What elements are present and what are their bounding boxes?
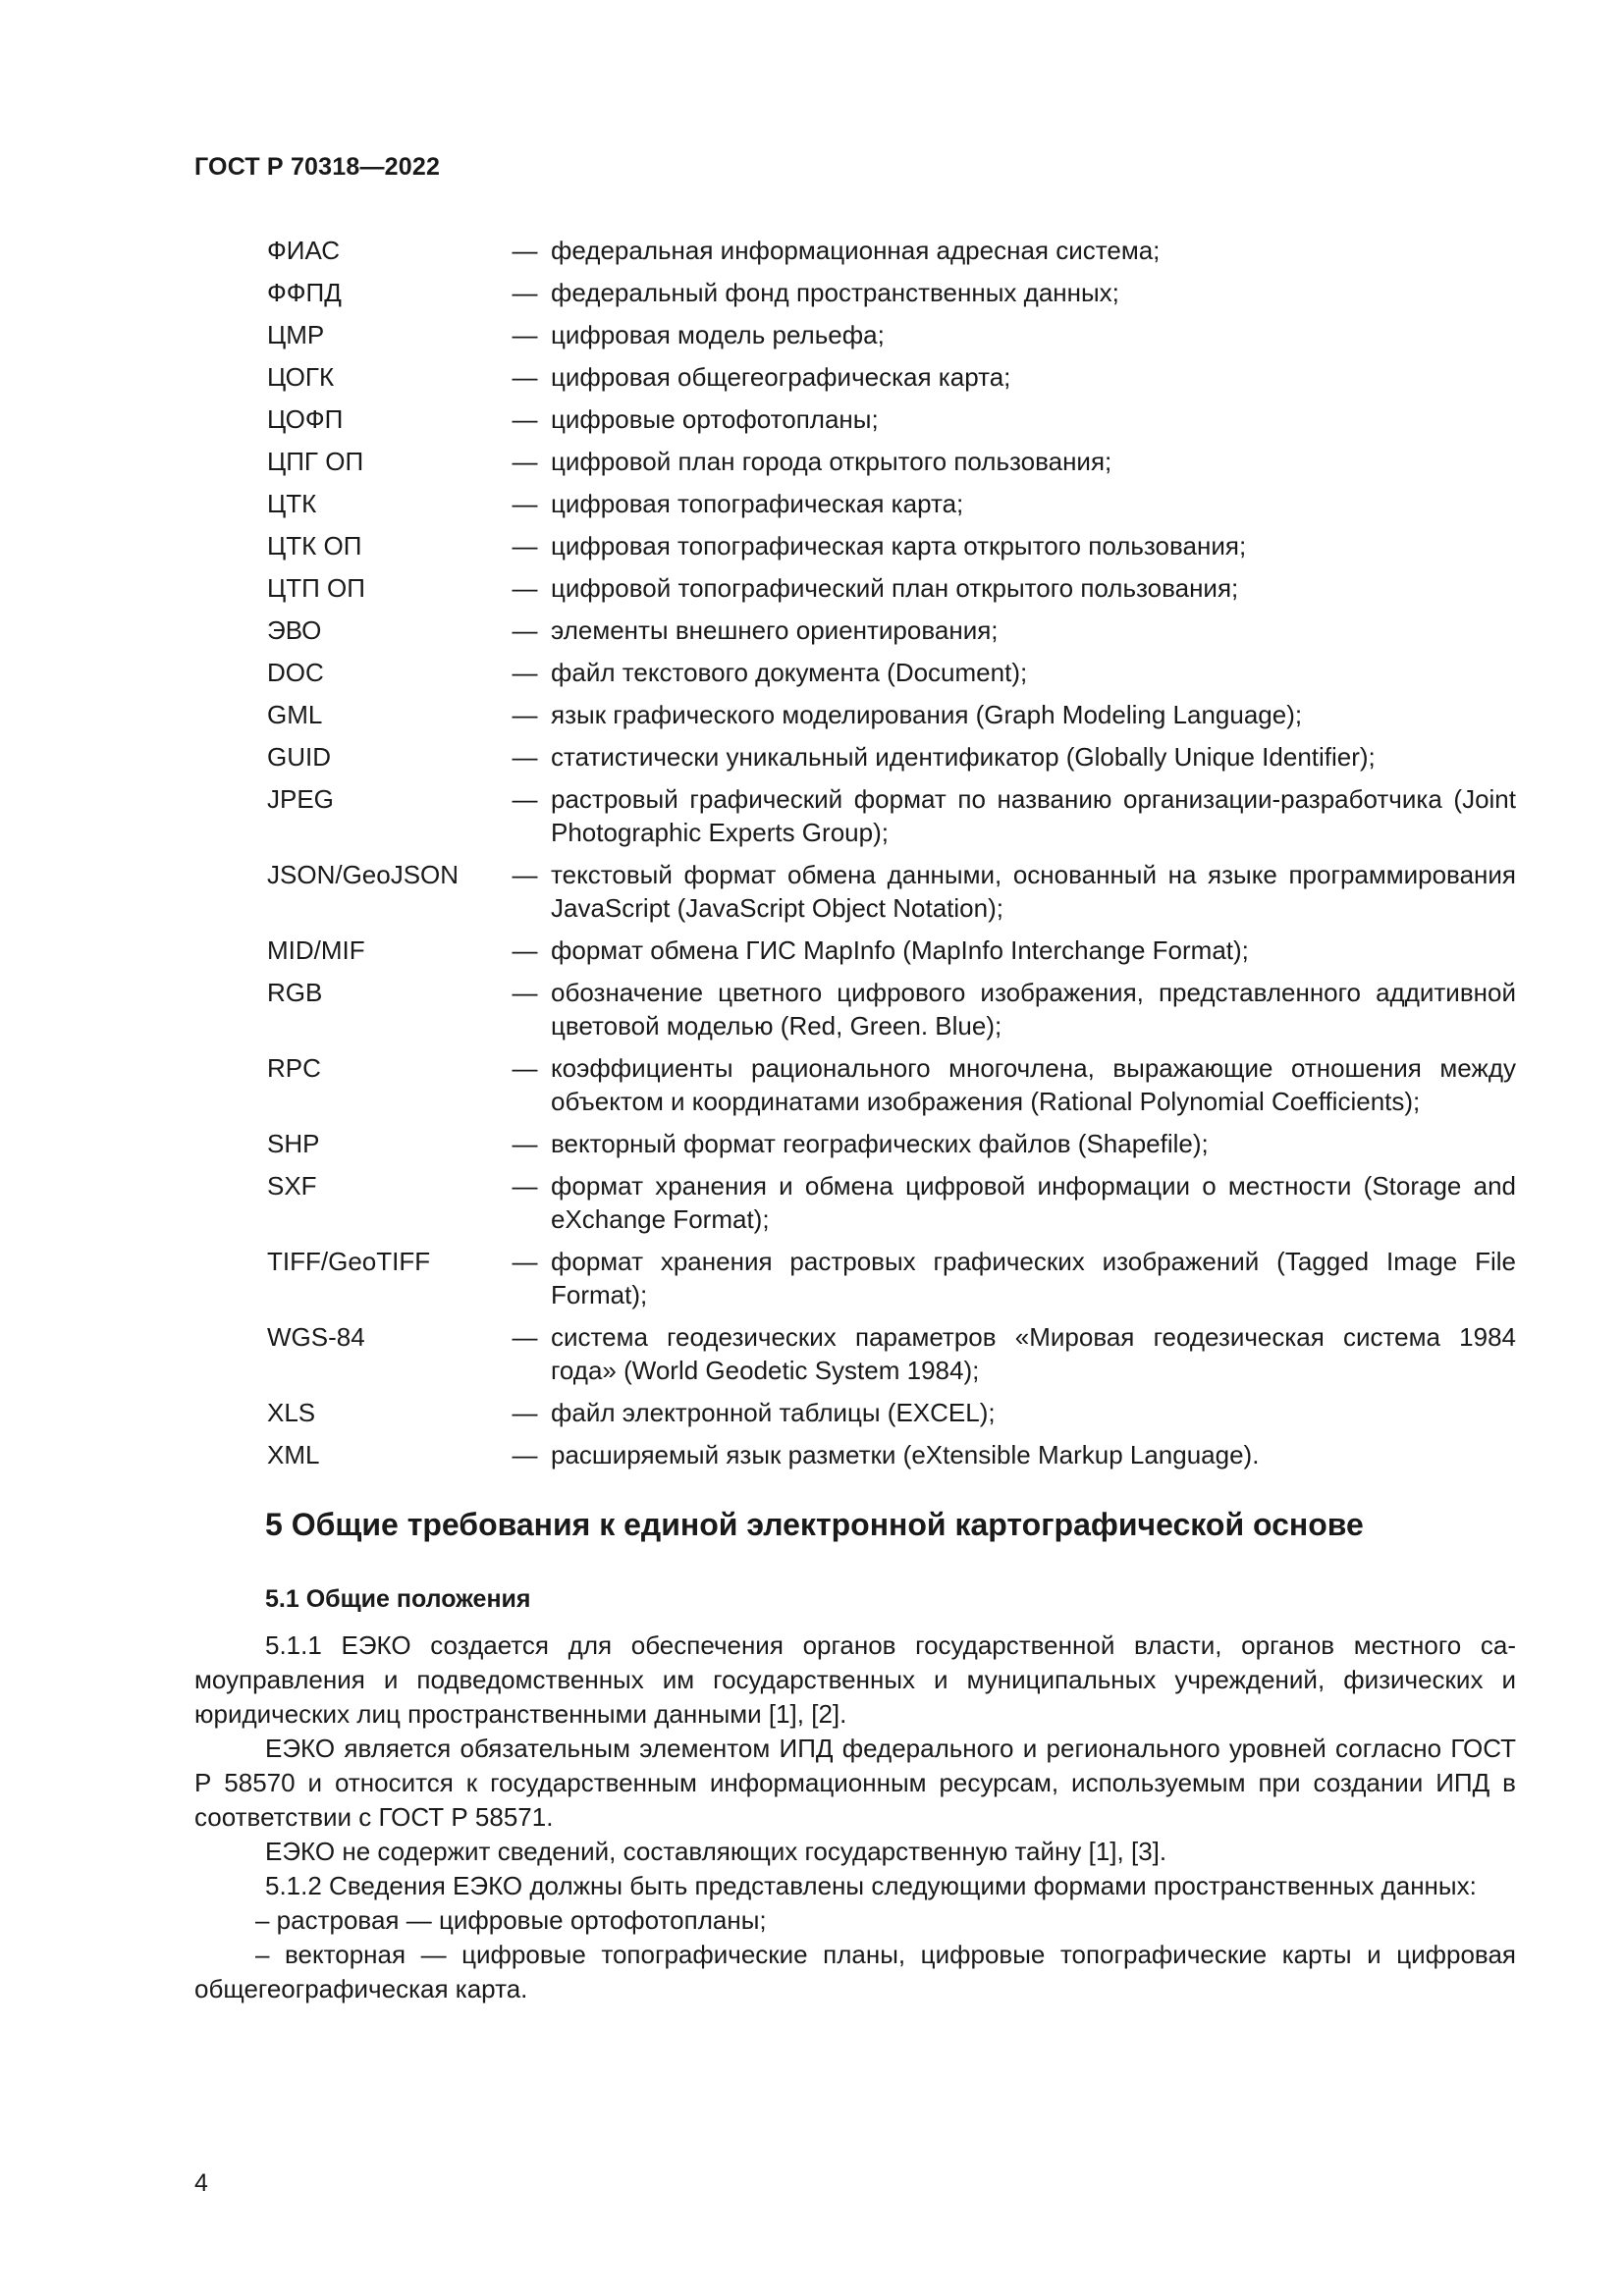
- abbreviation-definition: цифровая модель рельефа;: [551, 320, 885, 349]
- abbreviation-row: [267, 1396, 1516, 1429]
- abbreviation-dash: —: [512, 1171, 538, 1201]
- abbreviation-row: [267, 1245, 1516, 1311]
- abbreviation-dash: —: [512, 784, 538, 814]
- abbreviation-dash: —: [512, 1440, 538, 1469]
- abbreviation-dash: —: [512, 742, 538, 772]
- abbreviation-dash: —: [512, 1053, 538, 1083]
- abbreviation-term: ФФПД: [267, 278, 342, 307]
- subsection-heading: 5.1 Общие положения: [265, 1585, 531, 1613]
- abbreviation-dash: —: [512, 404, 538, 434]
- abbreviation-dash: —: [512, 978, 538, 1007]
- abbreviation-row: [267, 360, 1516, 394]
- document-code: ГОСТ Р 70318—2022: [194, 153, 441, 181]
- abbreviation-definition: векторный формат географических файлов (Shapefile);: [551, 1129, 1209, 1158]
- abbreviation-definition: цифровая топографическая карта открытого пользования;: [551, 531, 1247, 561]
- abbreviation-definition: язык графического моделирования (Graph Modeling Language);: [551, 700, 1303, 729]
- abbreviation-definition: цифровой топографический план открытого пользования;: [551, 573, 1239, 603]
- abbreviation-definition: файл текстового документа (Document);: [551, 658, 1028, 687]
- abbreviation-definition: система геодезических параметров «Мировая геодезическая система 1984 года» (World Geodetic System 1984);: [551, 1322, 1516, 1385]
- abbreviation-definition: файл электронной таблицы (EXCEL);: [551, 1398, 996, 1427]
- abbreviation-definition: цифровой план города открытого пользования;: [551, 447, 1112, 476]
- abbreviation-dash: —: [512, 658, 538, 687]
- abbreviation-term: XLS: [267, 1398, 316, 1427]
- abbreviation-dash: —: [512, 531, 538, 561]
- abbreviation-term: TIFF/GeoTIFF: [267, 1247, 431, 1276]
- abbreviation-dash: —: [512, 489, 538, 518]
- abbreviation-row: [267, 318, 1516, 351]
- abbreviation-definition: цифровые ортофотопланы;: [551, 404, 879, 434]
- abbreviation-row: [267, 782, 1516, 849]
- abbreviation-list: [267, 234, 1516, 1471]
- abbreviation-dash: —: [512, 615, 538, 645]
- abbreviation-term: SHP: [267, 1129, 320, 1158]
- abbreviation-dash: —: [512, 1129, 538, 1158]
- abbreviation-dash: —: [512, 860, 538, 889]
- abbreviation-row: [267, 1438, 1516, 1471]
- abbreviation-term: ЦОГК: [267, 362, 335, 392]
- abbreviation-row: [267, 976, 1516, 1042]
- section-heading: 5 Общие требования к единой электронной картографической основе: [265, 1507, 1364, 1542]
- abbreviation-term: JPEG: [267, 784, 334, 814]
- abbreviation-term: DOC: [267, 658, 324, 687]
- abbreviation-term: RGB: [267, 978, 323, 1007]
- abbreviation-row: [267, 698, 1516, 731]
- abbreviation-term: ЦПГ ОП: [267, 447, 364, 476]
- abbreviation-row: [267, 1169, 1516, 1236]
- abbreviation-definition: растровый графический формат по названию организации-разработчика (Joint Photographic Experts Group);: [551, 784, 1516, 847]
- abbreviation-term: ЦМР: [267, 320, 325, 349]
- abbreviation-term: ЦТК ОП: [267, 531, 362, 561]
- abbreviation-term: SXF: [267, 1171, 317, 1201]
- abbreviation-dash: —: [512, 573, 538, 603]
- paragraph: ЕЭКО не содержит сведений, составляющих государственную тайну [1], [3].: [265, 1837, 1167, 1866]
- page-number: 4: [194, 2169, 208, 2197]
- abbreviation-row: [267, 571, 1516, 605]
- abbreviation-dash: —: [512, 320, 538, 349]
- abbreviation-row: [267, 858, 1516, 925]
- abbreviation-term: ЦОФП: [267, 404, 344, 434]
- abbreviation-row: [267, 234, 1516, 267]
- abbreviation-row: [267, 1127, 1516, 1160]
- paragraph: ЕЭКО является обязательным элементом ИПД федерального и регионального уровней согласно ГОСТ Р 58570 и относится к государственным информационным ресурсам, используемым при создании ИПД в соответствии с ГОСТ Р 58571.: [194, 1734, 1516, 1832]
- abbreviation-row: [267, 656, 1516, 689]
- abbreviation-row: [267, 276, 1516, 309]
- abbreviation-definition: статистически уникальный идентификатор (Globally Unique Identifier);: [551, 742, 1376, 772]
- abbreviation-definition: текстовый формат обмена данными, основанный на языке программирования JavaScript (JavaScript Object Notation);: [551, 860, 1516, 923]
- abbreviation-row: [267, 529, 1516, 562]
- abbreviation-definition: коэффициенты рационального многочлена, выражающие отношения между объектом и координатами изображения (Rational Polynomial Coefficients);: [551, 1053, 1516, 1116]
- abbreviation-definition: федеральный фонд пространственных данных;: [551, 278, 1119, 307]
- abbreviation-row: [267, 614, 1516, 647]
- abbreviation-term: ФИАС: [267, 236, 341, 265]
- abbreviation-dash: —: [512, 362, 538, 392]
- abbreviation-term: ЭВО: [267, 615, 322, 645]
- abbreviation-definition: формат хранения растровых графических изображений (Tagged Image File Format);: [551, 1247, 1516, 1309]
- abbreviation-row: [267, 1320, 1516, 1387]
- list-item: – растровая — цифровые ортофотопланы;: [255, 1905, 767, 1935]
- section-body: [194, 1629, 1516, 2006]
- abbreviation-term: JSON/GeoJSON: [267, 860, 460, 889]
- abbreviation-dash: —: [512, 700, 538, 729]
- abbreviation-definition: элементы внешнего ориентирования;: [551, 615, 999, 645]
- abbreviation-term: XML: [267, 1440, 320, 1469]
- abbreviation-term: GUID: [267, 742, 331, 772]
- abbreviation-dash: —: [512, 1398, 538, 1427]
- list-item: – векторная — цифровые топографические планы, цифровые топографические карты и цифровая общегеографическая карта.: [194, 1940, 1516, 2003]
- abbreviation-definition: формат обмена ГИС MapInfo (MapInfo Interchange Format);: [551, 935, 1249, 965]
- paragraph: 5.1.2 Сведения ЕЭКО должны быть представлены следующими формами пространственных данных:: [265, 1871, 1477, 1900]
- abbreviation-term: ЦТП ОП: [267, 573, 365, 603]
- abbreviation-term: MID/MIF: [267, 935, 365, 965]
- abbreviation-dash: —: [512, 1247, 538, 1276]
- abbreviation-row: [267, 402, 1516, 436]
- abbreviation-dash: —: [512, 447, 538, 476]
- abbreviation-definition: формат хранения и обмена цифровой информации о местности (Storage and eXchange Format);: [551, 1171, 1516, 1234]
- abbreviation-row: [267, 445, 1516, 478]
- abbreviation-definition: цифровая общегеографическая карта;: [551, 362, 1011, 392]
- abbreviation-row: [267, 1051, 1516, 1118]
- abbreviation-term: ЦТК: [267, 489, 317, 518]
- abbreviation-row: [267, 740, 1516, 774]
- abbreviation-dash: —: [512, 278, 538, 307]
- abbreviation-term: WGS-84: [267, 1322, 365, 1352]
- abbreviation-definition: цифровая топографическая карта;: [551, 489, 964, 518]
- abbreviation-term: RPC: [267, 1053, 321, 1083]
- abbreviation-row: [267, 487, 1516, 520]
- abbreviation-definition: федеральная информационная адресная система;: [551, 236, 1161, 265]
- abbreviation-dash: —: [512, 1322, 538, 1352]
- abbreviation-row: [267, 934, 1516, 967]
- abbreviation-definition: расширяемый язык разметки (eXtensible Markup Language).: [551, 1440, 1260, 1469]
- abbreviation-dash: —: [512, 236, 538, 265]
- abbreviation-term: GML: [267, 700, 323, 729]
- abbreviation-definition: обозначение цветного цифрового изображения, представленного аддитивной цветовой моделью (Red, Green. Blue);: [551, 978, 1516, 1041]
- abbreviation-dash: —: [512, 935, 538, 965]
- paragraph: 5.1.1 ЕЭКО создается для обеспечения органов государственной власти, органов местного самоуправления и подведомственных им государственных и муниципальных учреждений, физических и юридических лиц пространственными данными [1], [2].: [194, 1630, 1516, 1729]
